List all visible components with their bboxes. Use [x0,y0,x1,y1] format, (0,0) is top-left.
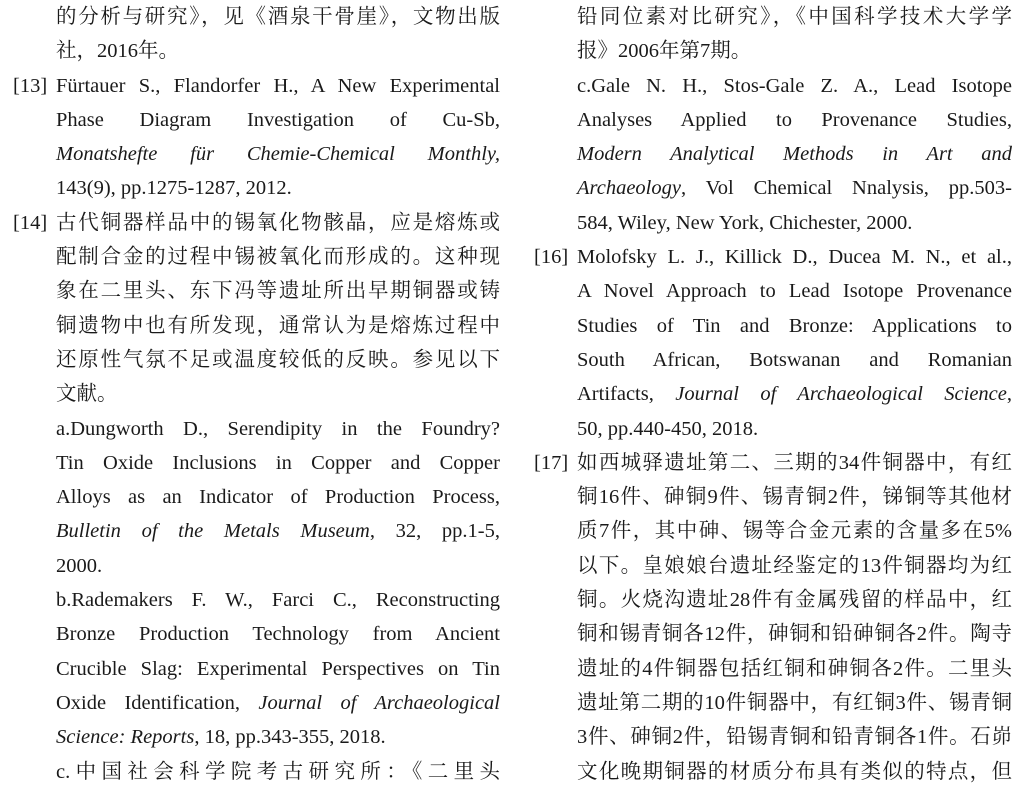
reference-line: 遗址第二期的10件铜器中，有红铜3件、锡青铜 [577,691,1012,714]
reference-number: [13] [13,74,48,97]
reference-line [522,240,1012,274]
reference-line [522,137,1012,171]
journal-title: Bulletin of the Metals Museum [56,520,370,543]
reference-line: 配制合金的过程中锡被氧化而形成的。这种现 [56,246,500,269]
reference-number: [14] [13,211,48,234]
reference-text: , 18, pp.343-355, 2018. [194,726,386,749]
reference-line: 以下。皇娘娘台遗址经鉴定的13件铜器均为红 [577,554,1012,577]
reference-line [522,446,1012,480]
reference-text: 古代铜器样品中的锡氧化物骸晶，应是熔炼或 [56,211,500,234]
reference-line: Studies of Tin and Bronze: Applications to [577,314,1012,337]
left-column [0,0,500,789]
sub-reference-a: a.Dungworth D., Serendipity in the Foundry? [56,417,500,440]
reference-line: 文化晚期铜器的材质分布具有类似的特点，但 [577,760,1012,783]
reference-text: Artifacts, [577,383,676,406]
reference-line: Tin Oxide Inclusions in Copper and Copper [56,451,500,474]
reference-17 [522,446,1012,789]
reference-line: 文献。 [56,383,118,406]
reference-line: Analyses Applied to Provenance Studies, [577,108,1012,131]
reference-line: Crucible Slag: Experimental Perspectives on Tin [56,657,500,680]
reference-line: Alloys as an Indicator of Production Process, [56,486,500,509]
reference-text: Molofsky L. J., Killick D., Ducea M. N., et al., [577,246,1012,269]
reference-line: A Novel Approach to Lead Isotope Provenance [577,280,1012,303]
reference-line: 铜16件、砷铜9件、锡青铜2件，锑铜等其他材 [577,486,1012,509]
reference-line: 584, Wiley, New York, Chichester, 2000. [577,211,913,234]
text-line: 铅同位素对比研究》，《中国科学技术大学学 [577,6,1012,28]
reference-line: 2000. [56,554,103,577]
reference-line: 质7件，其中砷、锡等合金元素的含量多在5% [577,520,1012,543]
reference-14 [0,206,500,789]
reference-line: Bronze Production Technology from Ancient [56,623,500,646]
journal-title: Monatshefte für Chemie-Chemical Monthly, [56,143,500,166]
journal-title: Journal of Archaeological [258,691,500,714]
journal-title: Journal of Archaeological Science [675,383,1007,406]
reference-13 [0,69,500,206]
reference-text: 如西城驿遗址第二、三期的34件铜器中，有红 [577,451,1012,474]
reference-line: Phase Diagram Investigation of Cu-Sb, [56,108,500,131]
reference-line [522,377,1012,411]
reference-text: Fürtauer S., Flandorfer H., A New Experimental [56,74,500,97]
reference-15-c [522,69,1012,240]
reference-line: 象在二里头、东下冯等遗址所出早期铜器或铸 [56,280,500,303]
reference-line [0,206,500,240]
reference-line: c.Gale N. H., Stos-Gale Z. A., Lead Isotope [577,74,1012,97]
reference-text: , 32, pp.1-5, [369,520,500,543]
sub-reference-c: c.中国社会科学院考古研究所：《二里头 [56,760,500,783]
reference-text: , Vol Chemical Nnalysis, pp.503- [680,177,1012,200]
book-title: Modern Analytical Methods in Art and [577,143,1012,166]
sub-reference-b: b.Rademakers F. W., Farci C., Reconstructing [56,589,500,612]
reference-line: South African, Botswanan and Romanian [577,348,1012,371]
reference-line: 遗址的4件铜器包括红铜和砷铜各2件。二里头 [577,657,1012,680]
right-column [522,0,1012,789]
reference-text: Oxide Identification, [56,691,259,714]
book-title: Archaeology [577,177,681,200]
reference-line: 铜遗物中也有所发现，通常认为是熔炼过程中 [56,314,500,337]
journal-title: Science: Reports [56,726,195,749]
reference-line [0,686,500,720]
reference-line [0,720,500,754]
reference-line [0,69,500,103]
reference-16 [522,240,1012,446]
reference-number: [16] [534,246,569,269]
reference-text: , [1006,383,1012,406]
reference-line: 143(9), pp.1275-1287, 2012. [56,177,292,200]
reference-line: 铜。火烧沟遗址28件有金属残留的样品中，红 [577,589,1012,612]
text-line: 报》2006年第7期。 [577,40,752,63]
reference-line: 还原性气氛不足或温度较低的反映。参见以下 [56,348,500,371]
reference-line: 铜和锡青铜各12件，砷铜和铅砷铜各2件。陶寺 [577,623,1012,646]
reference-line [0,514,500,548]
text-line: 社，2016年。 [56,40,179,63]
reference-line: 3件、砷铜2件，铅锡青铜和铅青铜各1件。石峁 [577,726,1012,749]
reference-line: 50, pp.440-450, 2018. [577,417,759,440]
reference-number: [17] [534,451,569,474]
text-line: 的分析与研究》，见《酒泉干骨崖》，文物出版 [56,6,500,28]
reference-line [0,137,500,171]
reference-line [522,171,1012,205]
